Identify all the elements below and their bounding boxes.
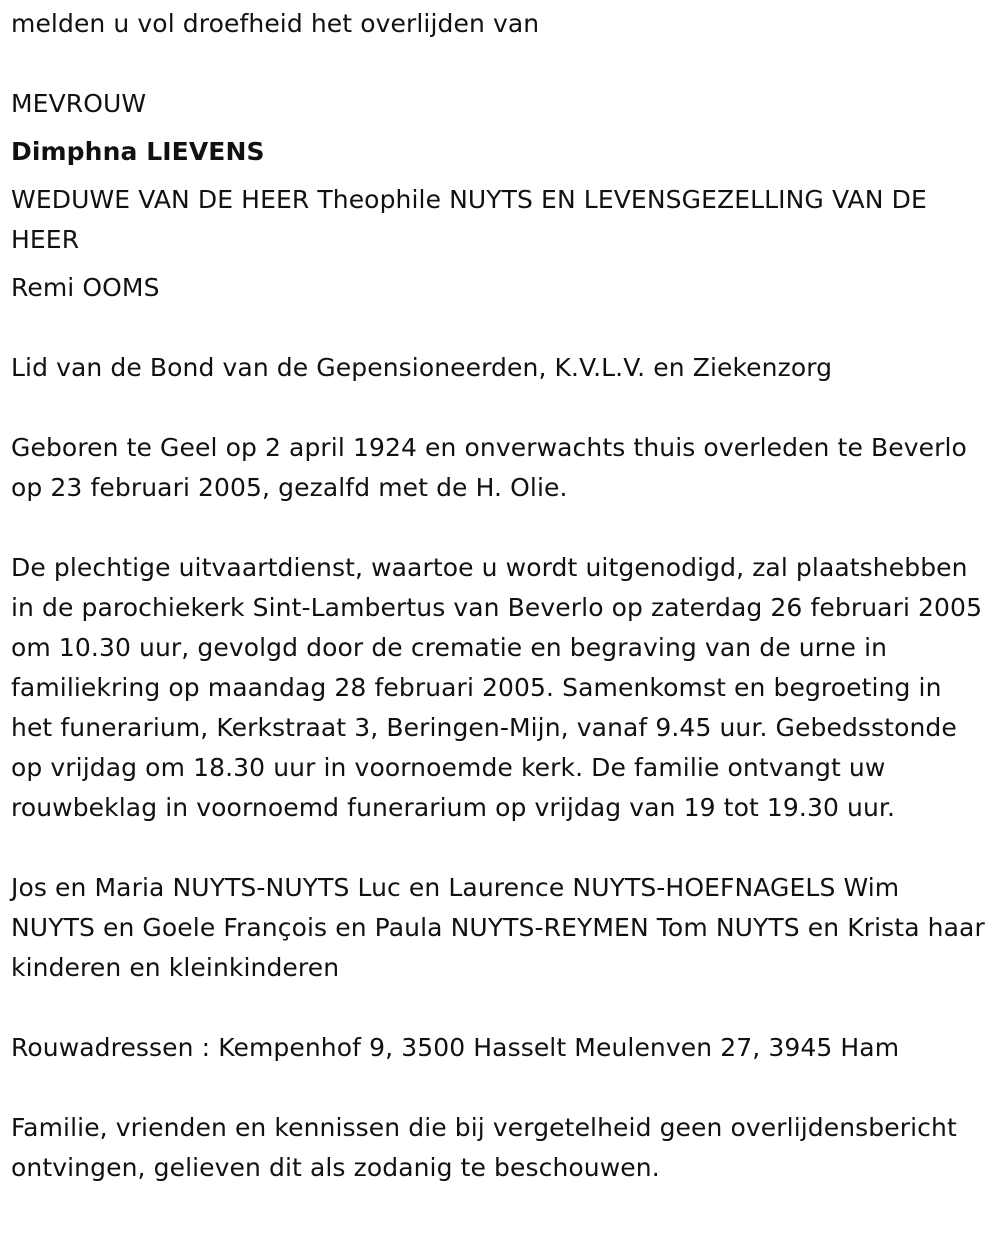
closing-text: Familie, vrienden en kennissen die bij vergetelheid geen overlijdensbericht ontvingen, gelieven dit als zodanig te beschouwen. (11, 1113, 957, 1182)
family-list: Jos en Maria NUYTS-NUYTS Luc en Laurence NUYTS-HOEFNAGELS Wim NUYTS en Goele François en Paula NUYTS-REYMEN Tom NUYTS en Krista haar kinderen en kleinkinderen (11, 873, 985, 982)
honorific-title: MEVROUW (11, 89, 147, 118)
relation-line-1: WEDUWE VAN DE HEER Theophile NUYTS EN LEVENSGEZELLING VAN DE HEER (11, 185, 927, 254)
obituary-notice (11, 4, 986, 1188)
relation-line-2: Remi OOMS (11, 273, 160, 302)
mourning-addresses: Rouwadressen : Kempenhof 9, 3500 Hasselt Meulenven 27, 3945 Ham (11, 1033, 900, 1062)
intro-text: melden u vol droefheid het overlijden van (11, 9, 540, 38)
funeral-details: De plechtige uitvaartdienst, waartoe u wordt uitgenodigd, zal plaatshebben in de parochiekerk Sint-Lambertus van Beverlo op zaterdag 26 februari 2005 om 10.30 uur, gevolgd door de crematie en begraving van de urne in familiekring op maandag 28 februari 2005. Samenkomst en begroeting in het funerarium, Kerkstraat 3, Beringen-Mijn, vanaf 9.45 uur. Gebedsstonde op vrijdag om 18.30 uur in voornoemde kerk. De familie ontvangt uw rouwbeklag in voornoemd funerarium op vrijdag van 19 tot 19.30 uur. (11, 553, 983, 822)
membership-text: Lid van de Bond van de Gepensioneerden, K.V.L.V. en Ziekenzorg (11, 353, 833, 382)
birth-death-text: Geboren te Geel op 2 april 1924 en onverwachts thuis overleden te Beverlo op 23 februari 2005, gezalfd met de H. Olie. (11, 433, 967, 502)
deceased-name: Dimphna LIEVENS (11, 137, 265, 166)
